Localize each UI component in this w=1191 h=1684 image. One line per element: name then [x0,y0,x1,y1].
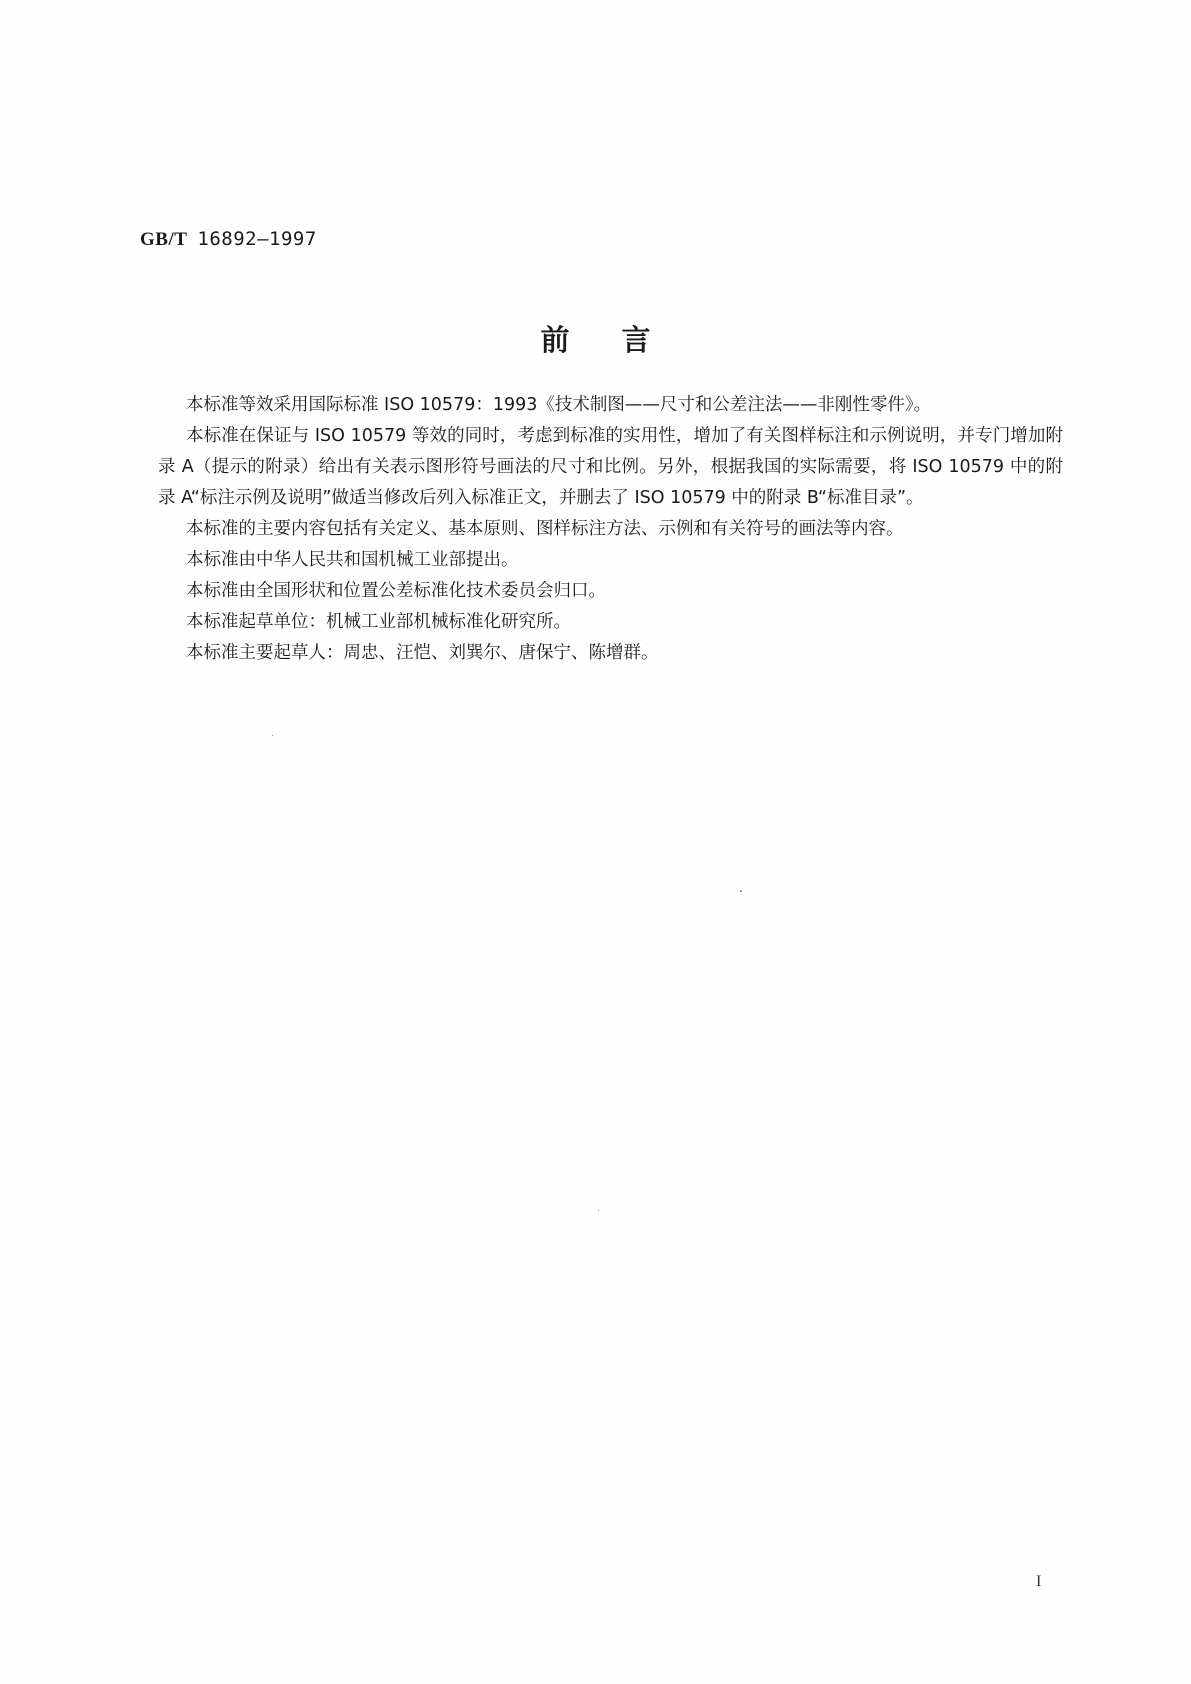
paragraph-contents: 本标准的主要内容包括有关定义、基本原则、图样标注方法、示例和有关符号的画法等内容。 [186,519,904,539]
paragraph-drafters: 本标准主要起草人：周忠、汪恺、刘巽尔、唐保宁、陈增群。 [186,643,659,663]
paragraph-equivalence: 本标准在保证与 ISO 10579 等效的同时，考虑到标准的实用性，增加了有关图样标注和示例说明，并专门增加附录 A（提示的附录）给出有关表示图形符号画法的尺寸和比例。另外，根据我国的实际需要，将 ISO 10579 中的附录 A“标注示例及说明”做适当修改后列入标准正文，并删去了 ISO 10579 中的附录 B“标准目录”。 [158,426,1063,508]
paragraph-drafting-unit: 本标准起草单位：机械工业部机械标准化研究所。 [186,612,571,632]
paragraph-adoption: 本标准等效采用国际标准 ISO 10579：1993《技术制图——尺寸和公差注法——非刚性零件》。 [186,395,932,415]
standard-prefix: GB/T [140,229,188,250]
paragraph-committee: 本标准由全国形状和位置公差标准化技术委员会归口。 [186,581,606,601]
standard-number: 16892—1997 [197,228,317,250]
standard-code [140,228,317,251]
scan-speck [740,890,742,892]
foreword-body [158,390,1063,669]
scan-speck [272,735,273,736]
paragraph-proposer: 本标准由中华人民共和国机械工业部提出。 [186,550,519,570]
page-number: I [1036,1573,1042,1590]
page-title: 前言 [540,323,703,357]
scan-speck [598,1210,599,1211]
